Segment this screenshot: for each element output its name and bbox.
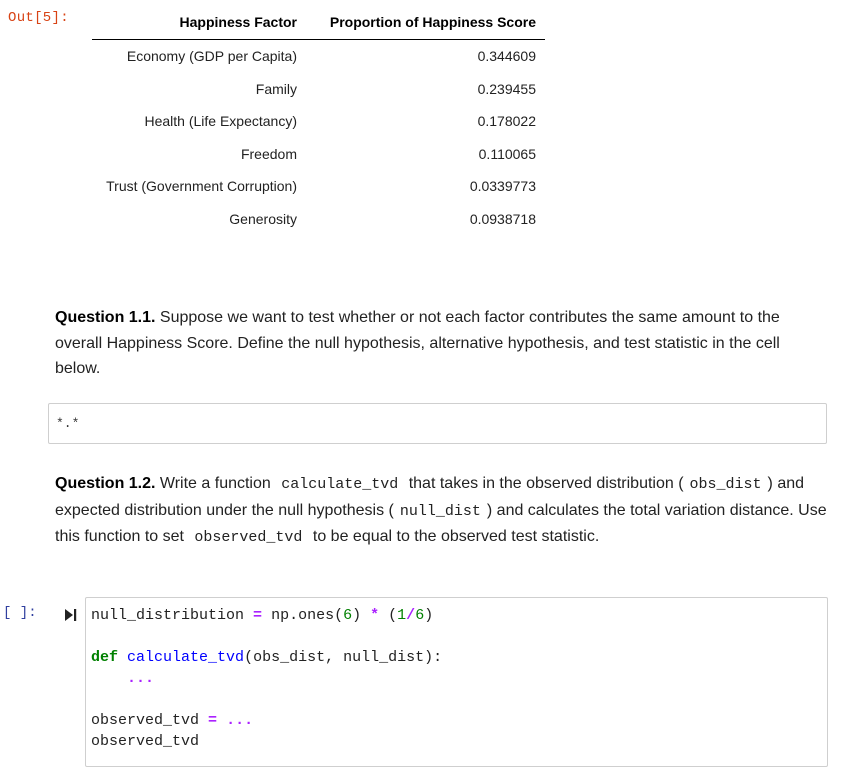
table-row	[92, 203, 545, 236]
code-number: 6	[415, 607, 425, 624]
question-text: to be equal to the observed test statistic.	[308, 528, 600, 545]
markdown-cell-question-1-1[interactable]	[55, 305, 827, 382]
output-prompt: Out[5]:	[8, 10, 69, 26]
table-cell-proportion: 0.178022	[477, 113, 536, 130]
code-variable: observed_tvd	[91, 712, 200, 729]
table-cell-factor: Economy (GDP per Capita)	[126, 48, 297, 65]
question-text: ) and calculates the total variation distance. Use this function to set	[55, 501, 827, 545]
code-variable: observed_tvd	[91, 733, 200, 750]
code-ellipsis: ...	[127, 670, 155, 687]
table-row	[92, 138, 545, 171]
output-dataframe	[92, 7, 545, 235]
code-keyword: def	[91, 649, 119, 666]
table-cell-proportion: 0.344609	[477, 48, 536, 65]
table-cell-factor: Freedom	[240, 145, 297, 162]
table-cell-proportion: 0.0339773	[469, 178, 536, 195]
code-operator: =	[253, 607, 263, 624]
inline-code-obs-dist: obs_dist	[689, 476, 762, 493]
question-text: Suppose we want to test whether or not each factor contributes the same amount to the overall Happiness Score. Define the null hypothesis, alternative hypothesis, and test statistic in the cell below.	[55, 309, 780, 377]
run-cell-icon[interactable]	[64, 608, 78, 622]
answer-text: *.*	[56, 416, 80, 431]
input-prompt: [ ]:	[3, 605, 37, 621]
table-cell-factor: Family	[255, 80, 297, 97]
table-cell-factor: Health (Life Expectancy)	[144, 113, 297, 130]
code-ellipsis: ...	[226, 712, 254, 729]
inline-code-observed-tvd: observed_tvd	[194, 529, 303, 546]
code-punct: )	[352, 607, 371, 624]
table-row	[92, 105, 545, 138]
code-punct: (	[379, 607, 398, 624]
table-cell-proportion: 0.110065	[478, 145, 536, 162]
table-row	[92, 73, 545, 106]
table-cell-proportion: 0.239455	[477, 80, 536, 97]
code-number: 6	[343, 607, 353, 624]
column-header-proportion: Proportion of Happiness Score	[306, 7, 545, 40]
question-label: Question 1.1.	[55, 309, 156, 326]
table-cell-proportion: 0.0938718	[469, 210, 536, 227]
answer-markdown-cell[interactable]	[48, 403, 827, 444]
question-text: ) and expected distribution under the null hypothesis (	[55, 475, 805, 519]
table-cell-factor: Trust (Government Corruption)	[106, 178, 297, 195]
code-operator: /	[406, 607, 416, 624]
code-operator: =	[208, 712, 218, 729]
code-text	[91, 605, 442, 752]
code-number: 1	[397, 607, 407, 624]
code-cell-editor[interactable]	[85, 597, 828, 767]
code-args: (obs_dist, null_dist):	[244, 649, 443, 666]
inline-code-calculate-tvd: calculate_tvd	[281, 476, 399, 493]
table-cell-factor: Generosity	[229, 210, 297, 227]
code-operator: *	[370, 607, 380, 624]
table-row	[92, 170, 545, 203]
question-label: Question 1.2.	[55, 475, 156, 492]
inline-code-null-dist: null_dist	[399, 502, 481, 520]
question-text: that takes in the observed distribution (	[404, 475, 684, 492]
markdown-cell-question-1-2[interactable]	[55, 471, 827, 551]
column-header-factor: Happiness Factor	[92, 7, 306, 40]
table-header-row	[92, 7, 545, 40]
code-punct: )	[424, 607, 434, 624]
table-row	[92, 40, 545, 73]
question-text: Write a function	[155, 475, 276, 492]
code-function-name: calculate_tvd	[127, 649, 245, 666]
code-variable: null_distribution	[91, 607, 245, 624]
code-call: np.ones(	[271, 607, 344, 624]
